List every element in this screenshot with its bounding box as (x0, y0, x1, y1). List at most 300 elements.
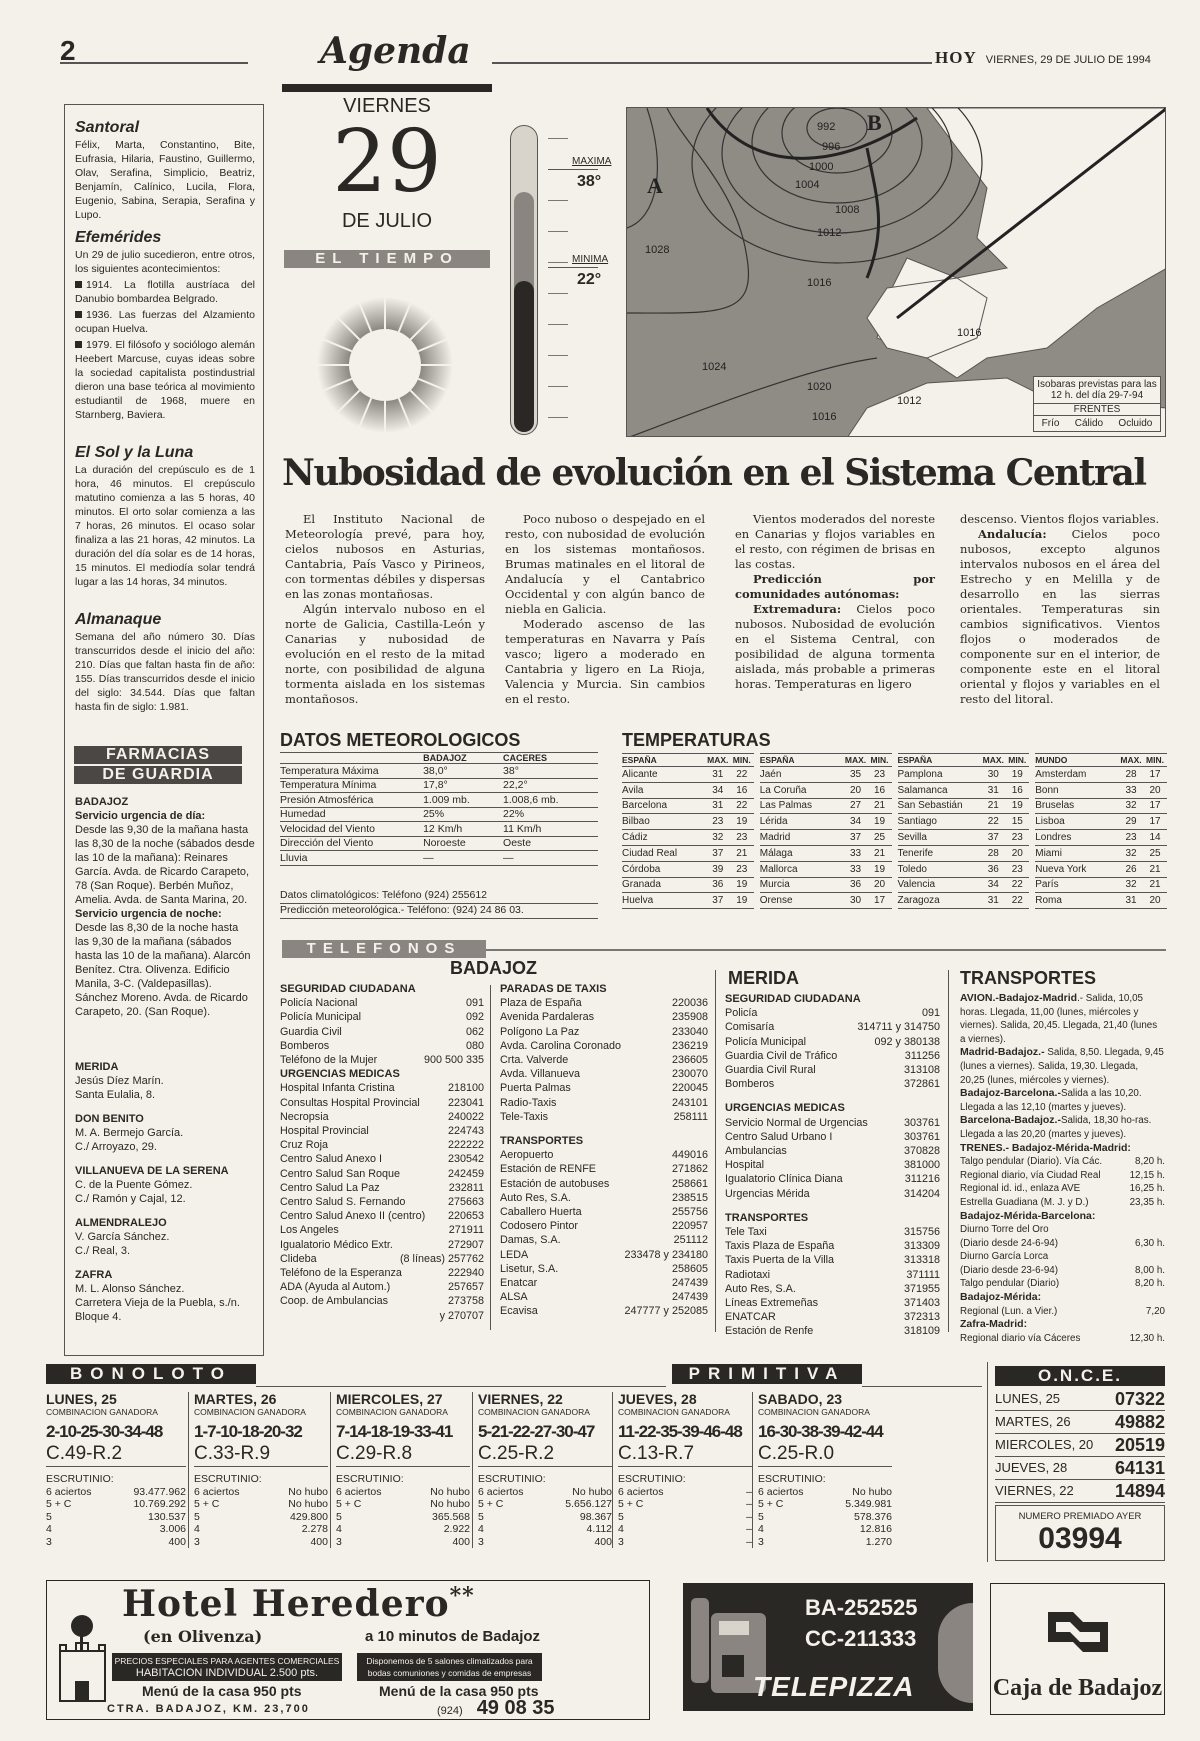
aciertos: 5 + C (618, 1498, 644, 1510)
phone-number: 314711 y 314750 (857, 1021, 940, 1034)
aciertos: 4 (758, 1523, 764, 1535)
datos-row (280, 851, 598, 866)
city-name: Madrid (760, 830, 844, 846)
caja-logo-icon (1038, 1602, 1118, 1662)
temperature-row (622, 782, 754, 798)
phone-name: Avda. Carolina Coronado (500, 1039, 622, 1052)
max-temp: 31 (706, 798, 730, 814)
min-temp: 23 (1005, 830, 1029, 846)
caja-badajoz-ad (990, 1583, 1165, 1715)
phone-number: 222222 (447, 1139, 484, 1152)
city-name: Las Palmas (760, 798, 844, 814)
schedule-row (960, 1250, 1165, 1264)
warm-front (867, 148, 879, 278)
phone-row (500, 1233, 708, 1247)
thermometer-tick (548, 231, 568, 232)
once-number: 07322 (1114, 1389, 1165, 1409)
phone-number: 062 (465, 1025, 484, 1038)
phone-number: 271862 (671, 1163, 708, 1176)
column-divider (987, 1362, 988, 1562)
aciertos: 5 (478, 1510, 484, 1523)
schedule-route: Madrid-Badajoz.- (960, 1046, 1045, 1059)
phone-name: Policía Municipal (280, 1011, 362, 1024)
city-name: Avila (622, 782, 706, 798)
min-temp: 22 (730, 798, 754, 814)
phone-number: 235908 (671, 1011, 708, 1024)
complementario-reintegro: C.25-R.2 (478, 1443, 612, 1467)
phone-name: Radio-Taxis (500, 1096, 557, 1109)
datos-cell: Temperatura Mínima (280, 778, 423, 793)
phone-name: Aeropuerto (500, 1149, 554, 1162)
isobar-label: 1020 (807, 381, 832, 393)
phone-number: 091 (921, 1007, 940, 1020)
escrutinio-row (46, 1511, 186, 1524)
draw-day: VIERNES, 22 (478, 1391, 563, 1407)
phone-name: Estación de Renfe (725, 1325, 814, 1338)
prize: 578.376 (854, 1510, 892, 1523)
datos-cell: 22,2° (503, 778, 598, 793)
section-bar (282, 84, 492, 92)
phone-row (500, 1110, 708, 1124)
max-header: MAX. (707, 755, 729, 765)
headline: Nubosidad de evolución en el Sistema Central (282, 452, 1146, 494)
phone-row (725, 1035, 940, 1049)
city-name: Ciudad Real (622, 845, 706, 861)
isobar-label: 1012 (817, 227, 842, 239)
prize: 130.537 (148, 1510, 186, 1523)
city-name: Lérida (760, 814, 844, 830)
train-name: Talgo pendular (Diario) (960, 1278, 1060, 1290)
phone-number: 220045 (671, 1082, 708, 1095)
schedule-heading (960, 1318, 1165, 1332)
weather-map (626, 107, 1166, 437)
phone-name: Caballero Huerta (500, 1206, 582, 1219)
temperature-row (622, 877, 754, 893)
phone-row (500, 1053, 708, 1067)
temperature-row (898, 767, 1030, 783)
max-temp: 33 (844, 861, 868, 877)
phone-name: Centro Salud La Paz (280, 1181, 380, 1194)
phone-section-title: TRANSPORTES (725, 1211, 809, 1224)
min-header: MIN. (730, 754, 754, 767)
temperature-row (760, 845, 892, 861)
phone-row (725, 1324, 940, 1338)
phone-row (725, 1268, 940, 1282)
region-header: ESPAÑA (622, 754, 706, 767)
max-temp: 27 (844, 798, 868, 814)
phone-section-title: URGENCIAS MEDICAS (725, 1102, 845, 1115)
phone-row (280, 1138, 484, 1152)
lottery-draw (188, 1392, 328, 1548)
max-temp: 20 (844, 782, 868, 798)
phone-number: 315756 (903, 1226, 940, 1239)
max-temp: 32 (706, 830, 730, 846)
phone-row (500, 1067, 708, 1081)
max-temp: 39 (706, 861, 730, 877)
phone-number: 311256 (904, 1049, 940, 1062)
phone-number: 318109 (903, 1325, 940, 1338)
city-name: Pamplona (898, 767, 982, 783)
thermometer (510, 125, 538, 435)
phone-number: 255756 (671, 1206, 708, 1219)
train-time: 12,15 h. (1129, 1169, 1165, 1181)
phone-row (500, 1148, 708, 1162)
max-temp: 32 (1119, 798, 1143, 814)
temperature-row (898, 782, 1030, 798)
max-temp: 21 (981, 798, 1005, 814)
min-temp: 20 (868, 877, 892, 893)
phone-row (500, 1304, 708, 1318)
min-header: MIN. (1143, 754, 1167, 767)
max-temp: 33 (1119, 782, 1143, 798)
escrutinio-row (478, 1536, 612, 1549)
phone-name: LEDA (500, 1248, 529, 1261)
phone-number: 257657 (447, 1281, 484, 1294)
aciertos: 6 aciertos (46, 1485, 92, 1498)
phone-name: Clideba (280, 1252, 317, 1265)
front-warm: Cálido (1074, 418, 1104, 429)
isobar-label: 1000 (809, 161, 834, 173)
article-col-2: Poco nuboso o despejado en el resto, con nubosidad de evolución en los sistemas montañosos. Brumas matinales en el litoral de Andalucía y el Cantabrico Occidental y con algún banco de niebla en Galicia. Moderado ascenso de las temperaturas en Navarra y País vasco; ligero a moderado en Cantabria y ligero en La Rioja, Valencia y Murcia. Sin cambios en el resto. (505, 512, 705, 706)
datos-row (280, 793, 598, 808)
min-temp: 19 (1005, 798, 1029, 814)
city-name: París (1035, 877, 1119, 893)
column-divider (490, 985, 491, 1330)
max-temp: 35 (844, 767, 868, 783)
aciertos: 3 (336, 1535, 342, 1548)
aciertos: 5 (758, 1510, 764, 1523)
phone-row (280, 1053, 484, 1067)
escrutinio-row (194, 1536, 328, 1549)
almanaque-section (75, 610, 255, 716)
train-time: 16,25 h. (1129, 1183, 1165, 1195)
city-name: La Coruña (760, 782, 844, 798)
max-temp: 34 (844, 814, 868, 830)
hotel-tagline: a 10 minutos de Badajoz (365, 1628, 541, 1645)
lottery-draw (612, 1392, 752, 1548)
phone-name: Policía (725, 1007, 758, 1020)
phone-row (725, 1172, 940, 1186)
min-temp: 20 (1143, 782, 1167, 798)
city-name: Roma (1035, 893, 1119, 909)
train-time: 23,35 h. (1129, 1196, 1165, 1208)
temperature-table (760, 753, 892, 909)
isobar-label: 1028 (645, 244, 670, 256)
phone-name: Hospital (725, 1159, 765, 1172)
phone-number: 240022 (447, 1110, 484, 1123)
escrutinio-row (336, 1523, 470, 1536)
month: DE JULIO (341, 210, 433, 232)
badajoz-left-list (280, 982, 484, 1323)
phone-number: 223041 (447, 1096, 484, 1109)
datos-cell: 22% (503, 807, 598, 822)
temperature-row (1035, 845, 1167, 861)
escrutinio-row (478, 1523, 612, 1536)
phone-number: 271911 (448, 1224, 484, 1237)
datos-title: DATOS METEOROLOGICOS (280, 730, 521, 750)
fronts-title: FRENTES (1034, 403, 1160, 415)
train-name: (Diario desde 24-6-94) (960, 1237, 1059, 1249)
phone-number: 314204 (903, 1187, 940, 1200)
max-temp: 36 (844, 877, 868, 893)
phone-name: Igualatorio Clínica Diana (725, 1173, 843, 1186)
bullet-icon (75, 341, 82, 348)
phone-section-title: URGENCIAS MEDICAS (280, 1068, 400, 1081)
temperature-row (760, 861, 892, 877)
temperature-row (622, 893, 754, 909)
min-header: MIN. (868, 754, 892, 767)
escrutinio (618, 1473, 752, 1548)
phone-number: 242459 (447, 1167, 484, 1180)
max-temp: 36 (981, 861, 1005, 877)
paper-logo: HOY (935, 48, 977, 67)
escrutinio-row (758, 1523, 892, 1536)
max-temp: 31 (1119, 893, 1143, 909)
phone-name: Policía Nacional (280, 997, 358, 1010)
max-header: MAX. (982, 755, 1004, 765)
farmacia-address: C./ Ramón y Cajal, 12. (75, 1193, 186, 1205)
bonoloto-title: BONOLOTO (46, 1364, 256, 1384)
escrutinio-row (478, 1486, 612, 1499)
high-pressure-label: A (647, 173, 663, 198)
min-temp: 23 (1005, 861, 1029, 877)
min-temp: 17 (1143, 798, 1167, 814)
hotel-offer-box: PRECIOS ESPECIALES PARA AGENTES COMERCIALES HABITACION INDIVIDUAL 2.500 pts. (112, 1653, 342, 1681)
prize: 5.349.981 (845, 1498, 892, 1510)
phone-row (280, 1081, 484, 1095)
temperature-row (622, 845, 754, 861)
phone-row (725, 1158, 940, 1172)
santoral-text: Félix, Marta, Constantino, Bite, Eufrasia, Hilaria, Faustino, Guillermo, Olav, Serafina, Simplicio, Beatriz, Benjamín, Calínico, Lucila, Flora, Eugenio, Sabina, Serapia, Serafina y Lupo. (75, 139, 255, 221)
hotel-menu-2: Menú de la casa 950 pts (379, 1683, 539, 1699)
article-col-3: Vientos moderados del noreste en Canarias y flojos variables en el resto, con régimen de brisas en las costas. Predicción por comunidades autónomas: Extremadura: Cielos poco nubosos. Nubosidad de evolución en el Sistema Central, con posibilidad de alguna tormenta aislada, más probable a primeras horas. Temperaturas en ligero (735, 512, 935, 691)
escrutinio-row (336, 1498, 470, 1511)
train-time: 12,30 h. (1129, 1332, 1165, 1344)
city-name: Huelva (622, 893, 706, 909)
prize: 400 (594, 1535, 612, 1548)
min-temp: 16 (730, 782, 754, 798)
phone-number: 092 y 380138 (874, 1035, 940, 1048)
min-value: 22° (577, 271, 602, 288)
phone-number: y 270707 (439, 1309, 484, 1322)
train-name: (Diario desde 23-6-94) (960, 1264, 1059, 1276)
train-name: Regional diario, vía Ciudad Real (960, 1169, 1101, 1181)
min-temp: 25 (868, 830, 892, 846)
aciertos: 4 (46, 1523, 52, 1535)
phone-number: 243101 (671, 1096, 708, 1109)
datos-cell: 12 Km/h (423, 822, 503, 837)
datos-cell: 1.008,6 mb. (503, 793, 598, 808)
aciertos: 6 aciertos (194, 1485, 240, 1498)
prize: – (746, 1510, 752, 1523)
max-temp: 34 (706, 782, 730, 798)
city-name: Córdoba (622, 861, 706, 877)
efemerides-title: Efemérides (75, 229, 162, 246)
once-day: JUEVES, 28 (995, 1460, 1068, 1475)
region-header: MUNDO (1035, 754, 1119, 767)
train-time: 8,20 h. (1135, 1156, 1165, 1168)
phone-number: 372313 (903, 1311, 940, 1324)
phone-name: Comisaría (725, 1021, 775, 1034)
city-name: Orense (760, 893, 844, 909)
escrutinio-title: ESCRUTINIO: (194, 1473, 262, 1485)
phone-row (500, 1276, 708, 1290)
draw-subtitle: COMBINACION GANADORA (46, 1407, 158, 1417)
prize: 10.769.292 (133, 1498, 186, 1510)
schedule-row (960, 1196, 1165, 1210)
escrutinio-row (618, 1523, 752, 1536)
phone-name: Hospital Infanta Cristina (280, 1082, 395, 1095)
prize: No hubo (288, 1485, 328, 1498)
phone-number: 080 (465, 1039, 484, 1052)
aciertos: 5 + C (46, 1498, 72, 1510)
merida-heading: MERIDA (728, 968, 799, 988)
bonoloto-rule (256, 1386, 666, 1387)
temperature-header (622, 754, 754, 767)
escrutinio-row (336, 1536, 470, 1549)
sun-icon (310, 290, 460, 440)
phone-row (280, 1252, 484, 1266)
phone-row (500, 1205, 708, 1219)
temperature-row (1035, 814, 1167, 830)
train-name: Talgo pendular (Diario). Vía Các. (960, 1156, 1103, 1168)
isobar-label: 992 (817, 121, 836, 133)
phone-name: Auto Res, S.A. (725, 1282, 796, 1295)
phone-number: 381000 (903, 1159, 940, 1172)
datos-row (280, 836, 598, 851)
temperature-table (898, 753, 1030, 909)
farmacias-noche-text: Desde las 8,30 de la noche hasta las 9,30 de la mañana (sábados hasta las 10 de la mañana). Alarcón Benítez. Ctra. Olivenza. Edificio Manila, 3-C. (Valdepasillas). Sánchez Moreno. Avda. de Ricardo Carapeto, 20. (San Roque). (75, 922, 251, 1018)
max-temp: 31 (981, 782, 1005, 798)
datos-cell: 1.009 mb. (423, 793, 503, 808)
almanaque-title: Almanaque (75, 611, 162, 628)
phone-row (500, 1191, 708, 1205)
lottery-draw (330, 1392, 470, 1548)
phone-name: Policía Municipal (725, 1035, 807, 1048)
city-name: Bilbao (622, 814, 706, 830)
phone-number: 218100 (447, 1082, 484, 1095)
temperature-row (622, 814, 754, 830)
datos-cell: 38,0° (423, 764, 503, 779)
escrutinio-title: ESCRUTINIO: (618, 1473, 686, 1485)
telefonos-title: TELEFONOS (282, 940, 486, 958)
datos-cell: 17,8° (423, 778, 503, 793)
legend-title: Isobaras previstas para las 12 h. del día 29-7-94 (1037, 379, 1157, 401)
telepizza-ad (683, 1583, 973, 1711)
max-temp: 36 (706, 877, 730, 893)
schedule-row (960, 1264, 1165, 1278)
phone-row (725, 1310, 940, 1324)
phone-name: Crta. Valverde (500, 1054, 569, 1067)
temperature-row (622, 767, 754, 783)
once-results (995, 1388, 1165, 1503)
phone-number: 449016 (671, 1149, 708, 1162)
hotel-heredero-ad (46, 1580, 650, 1720)
thermometer-tick (548, 262, 568, 263)
phone-name: Guardia Civil (280, 1025, 342, 1038)
min-temp: 21 (1143, 877, 1167, 893)
phone-row (280, 1096, 484, 1110)
aciertos: 5 (618, 1510, 624, 1523)
datos-cell: — (503, 851, 598, 866)
region-header: ESPAÑA (898, 754, 982, 767)
phone-row (725, 1020, 940, 1034)
badajoz-right-list (500, 982, 708, 1319)
city-name: San Sebastián (898, 798, 982, 814)
aciertos: 5 + C (336, 1498, 362, 1510)
phone-row (280, 996, 484, 1010)
temperature-table (622, 753, 754, 909)
phone-row (725, 1049, 940, 1063)
phone-number: 313309 (903, 1240, 940, 1253)
farmacia-name: C. de la Puente Gómez. (75, 1179, 193, 1191)
phone-number: 371955 (903, 1282, 940, 1295)
complementario-reintegro: C.25-R.0 (758, 1443, 892, 1467)
sol-luna-text: La duración del crepúsculo es de 1 hora, 46 minutos. El crepúsculo matutino comienza a las 5 horas, 40 minutos. El orto solar comienza a las 7 horas, 26 minutos. El ocaso solar finaliza a las 21 horas, 42 minutos. La duración del día solar es de 14 horas, 15 minutos. El mediodía solar tendrá lugar a las 14 horas, 34 minutos. (75, 464, 255, 588)
phone-row (500, 1162, 708, 1176)
lottery-draw (46, 1392, 186, 1548)
primitiva-title: PRIMITIVA (672, 1364, 862, 1384)
phone-number: 272907 (447, 1238, 484, 1251)
once-number: 20519 (1114, 1435, 1165, 1455)
min-temp: 16 (1005, 782, 1029, 798)
escrutinio-row (758, 1511, 892, 1524)
phone-number: 247777 y 252085 (624, 1305, 708, 1318)
phone-number: 230542 (447, 1153, 484, 1166)
phone-row (725, 1282, 940, 1296)
schedule-route: Badajoz-Mérida: (960, 1291, 1042, 1304)
farmacia-name: V. García Sánchez. (75, 1231, 170, 1243)
min-temp: 19 (730, 893, 754, 909)
min-temp: 23 (868, 767, 892, 783)
temperature-row (1035, 877, 1167, 893)
max-temp: 32 (1119, 877, 1143, 893)
phone-number: 236219 (671, 1039, 708, 1052)
prize: 98.367 (579, 1510, 612, 1523)
transportes-heading: TRANSPORTES (960, 968, 1097, 988)
min-temp: 15 (1005, 814, 1029, 830)
schedule-row (960, 1155, 1165, 1169)
min-temp: 20 (1143, 893, 1167, 909)
winning-combination: 2-10-25-30-34-48 (46, 1422, 163, 1441)
phone-name: Bomberos (725, 1078, 775, 1091)
max-temp: 37 (844, 830, 868, 846)
phone-row (500, 1010, 708, 1024)
escrutinio-row (618, 1498, 752, 1511)
max-temp: 33 (844, 845, 868, 861)
temperature-row (1035, 893, 1167, 909)
prize: 93.477.962 (133, 1485, 186, 1498)
phone-number: 258111 (673, 1110, 708, 1123)
escrutinio-row (194, 1486, 328, 1499)
winning-combination: 11-22-35-39-46-48 (618, 1422, 742, 1441)
phone-name: Centro Salud San Roque (280, 1167, 401, 1180)
schedule-route: Badajoz-Barcelona.- (960, 1087, 1061, 1100)
schedule-route: Zafra-Madrid: (960, 1318, 1028, 1331)
aciertos: 5 (336, 1510, 342, 1523)
phone-row (280, 1167, 484, 1181)
isobar-label: 1016 (957, 327, 982, 339)
region-header: ESPAÑA (760, 754, 844, 767)
phone-name: Teléfono de la Esperanza (280, 1267, 402, 1280)
bullet-icon (75, 311, 82, 318)
max-temp: 30 (844, 893, 868, 909)
temperature-row (898, 798, 1030, 814)
phone-name: Bomberos (280, 1039, 330, 1052)
efemerides-item: 1936. Las fuerzas del Alzamiento ocupan Huelva. (75, 309, 255, 335)
escrutinio-title: ESCRUTINIO: (758, 1473, 826, 1485)
hotel-stars: ** (449, 1583, 475, 1609)
